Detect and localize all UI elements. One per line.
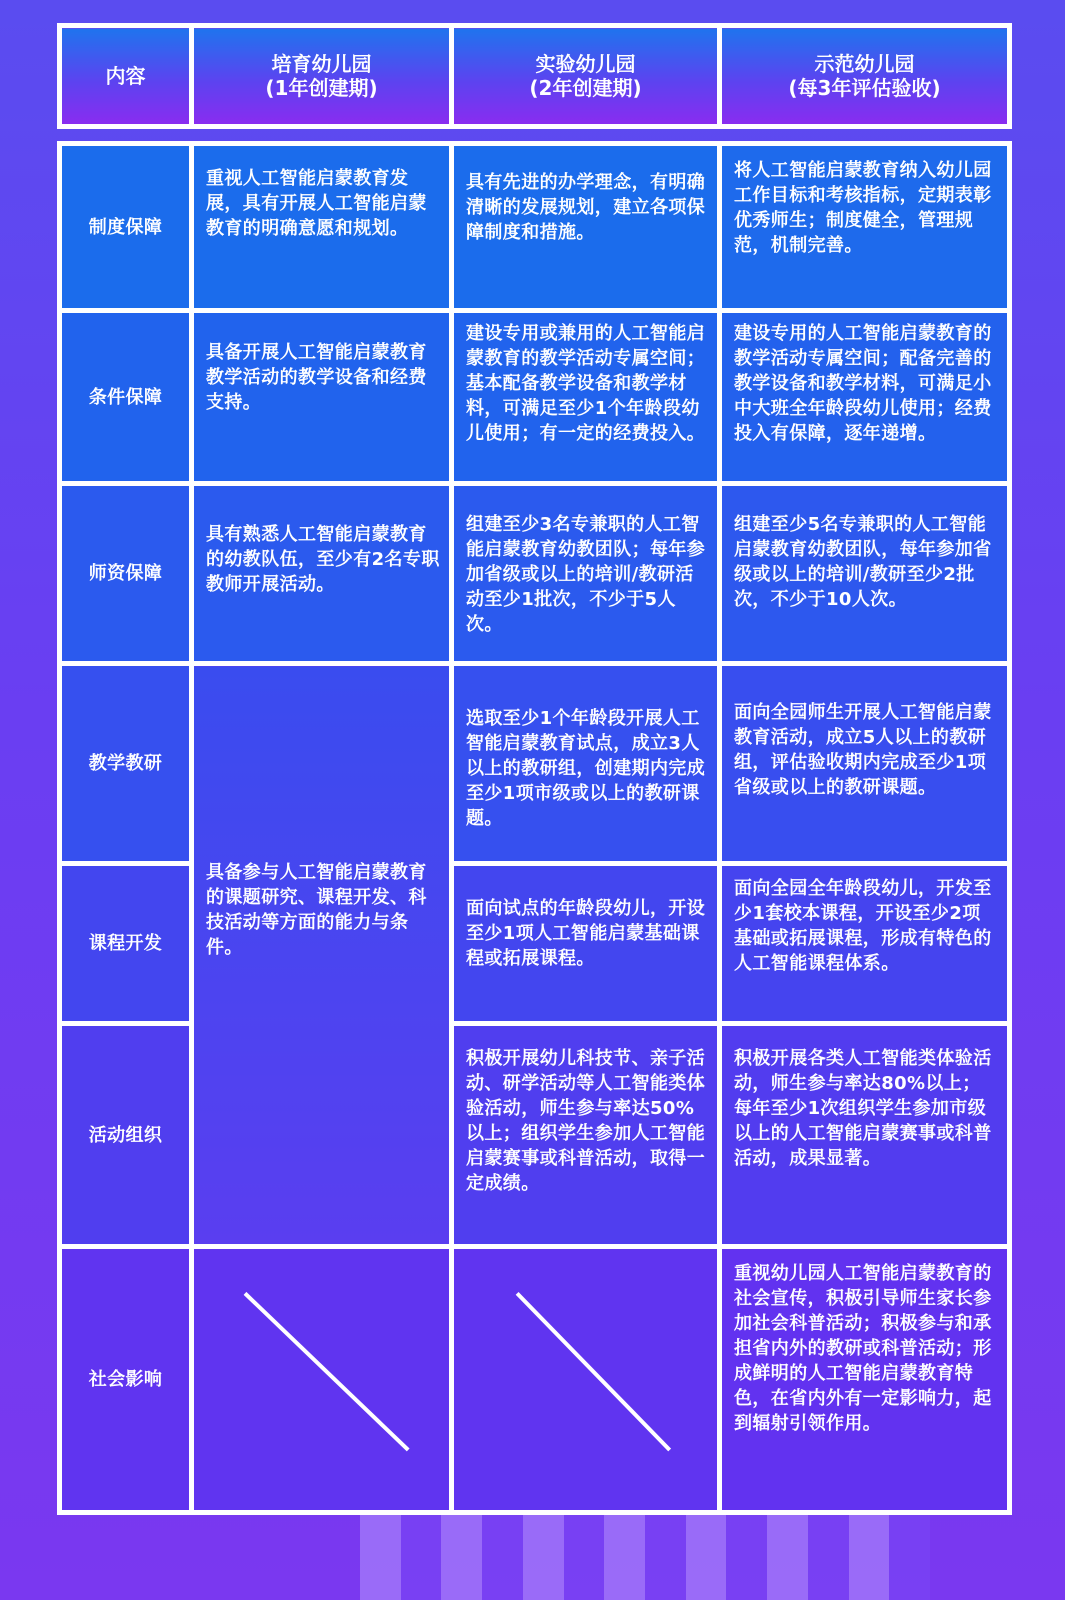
header-content-label: 内容 xyxy=(105,64,146,88)
header-row xyxy=(60,26,1010,127)
row-label: 社会影响 xyxy=(60,1247,192,1513)
decorative-stripes xyxy=(360,1515,930,1600)
table-cell-merged: 具备参与人工智能启蒙教育的课题研究、课程开发、科技活动等方面的能力与条件。 xyxy=(192,664,452,1247)
table-row xyxy=(60,484,1010,664)
table-cell: 重视幼儿园人工智能启蒙教育的社会宣传，积极引导师生家长参加社会科普活动；积极参与和承担省内外的教研或科普活动；形成鲜明的人工智能启蒙教育特色，在省内外有一定影响力，起到辐射引领作用。 xyxy=(720,1247,1010,1513)
table-cell: 面向全园全年龄段幼儿，开发至少1套校本课程，开设至少2项基础或拓展课程，形成有特色的人工智能课程体系。 xyxy=(720,864,1010,1024)
table-cell: 具备开展人工智能启蒙教育教学活动的教学设备和经费支持。 xyxy=(192,311,452,484)
table-cell: 具有先进的办学理念，有明确清晰的发展规划，建立各项保障制度和措施。 xyxy=(452,144,720,311)
header-shifan-period: (每3年评估验收) xyxy=(788,76,941,100)
header-shiyan xyxy=(452,26,720,127)
table-cell: 具有熟悉人工智能启蒙教育的幼教队伍，至少有2名专职教师开展活动。 xyxy=(192,484,452,664)
header-content xyxy=(60,26,192,127)
table-row xyxy=(60,311,1010,484)
header-peiyu xyxy=(192,26,452,127)
table-cell: 建设专用的人工智能启蒙教育的教学活动专属空间；配备完善的教学设备和教学材料，可满足小中大班全年龄段幼儿使用；经费投入有保障，逐年递增。 xyxy=(720,311,1010,484)
row-label: 师资保障 xyxy=(60,484,192,664)
table-cell: 建设专用或兼用的人工智能启蒙教育的教学活动专属空间；基本配备教学设备和教学材料，可满足至少1个年龄段幼儿使用；有一定的经费投入。 xyxy=(452,311,720,484)
row-label: 制度保障 xyxy=(60,144,192,311)
empty-cell-diagonal xyxy=(452,1247,720,1513)
table-row xyxy=(60,144,1010,311)
table-cell: 组建至少3名专兼职的人工智能启蒙教育幼教团队；每年参加省级或以上的培训/教研活动至少1批次，不少于5人次。 xyxy=(452,484,720,664)
table-cell: 面向全园师生开展人工智能启蒙教育活动，成立5人以上的教研组，评估验收期内完成至少1项省级或以上的教研课题。 xyxy=(720,664,1010,864)
table-row xyxy=(60,1247,1010,1513)
header-table xyxy=(57,23,1012,129)
table-cell: 组建至少5名专兼职的人工智能启蒙教育幼教团队，每年参加省级或以上的培训/教研至少2批次，不少于10人次。 xyxy=(720,484,1010,664)
table-cell: 面向试点的年龄段幼儿，开设至少1项人工智能启蒙基础课程或拓展课程。 xyxy=(452,864,720,1024)
diagonal-line-icon xyxy=(194,1249,449,1510)
row-label: 活动组织 xyxy=(60,1024,192,1247)
table-row xyxy=(60,664,1010,864)
table-cell: 将人工智能启蒙教育纳入幼儿园工作目标和考核指标，定期表彰优秀师生；制度健全，管理规范，机制完善。 xyxy=(720,144,1010,311)
header-shiyan-period: (2年创建期) xyxy=(529,76,642,100)
criteria-table xyxy=(57,141,1012,1515)
header-shifan-title: 示范幼儿园 xyxy=(814,52,915,76)
header-peiyu-period: (1年创建期) xyxy=(265,76,378,100)
row-label: 教学教研 xyxy=(60,664,192,864)
table-cell: 选取至少1个年龄段开展人工智能启蒙教育试点，成立3人以上的教研组，创建期内完成至少1项市级或以上的教研课题。 xyxy=(452,664,720,864)
table-cell: 积极开展各类人工智能类体验活动，师生参与率达80%以上；每年至少1次组织学生参加市级以上的人工智能启蒙赛事或科普活动，成果显著。 xyxy=(720,1024,1010,1247)
table-cell: 重视人工智能启蒙教育发展，具有开展人工智能启蒙教育的明确意愿和规划。 xyxy=(192,144,452,311)
empty-cell-diagonal xyxy=(192,1247,452,1513)
row-label: 课程开发 xyxy=(60,864,192,1024)
header-shifan xyxy=(720,26,1010,127)
table-cell: 积极开展幼儿科技节、亲子活动、研学活动等人工智能类体验活动，师生参与率达50%以上；组织学生参加人工智能启蒙赛事或科普活动，取得一定成绩。 xyxy=(452,1024,720,1247)
diagonal-line-icon xyxy=(454,1249,717,1510)
header-shiyan-title: 实验幼儿园 xyxy=(535,52,636,76)
row-label: 条件保障 xyxy=(60,311,192,484)
header-peiyu-title: 培育幼儿园 xyxy=(271,52,372,76)
